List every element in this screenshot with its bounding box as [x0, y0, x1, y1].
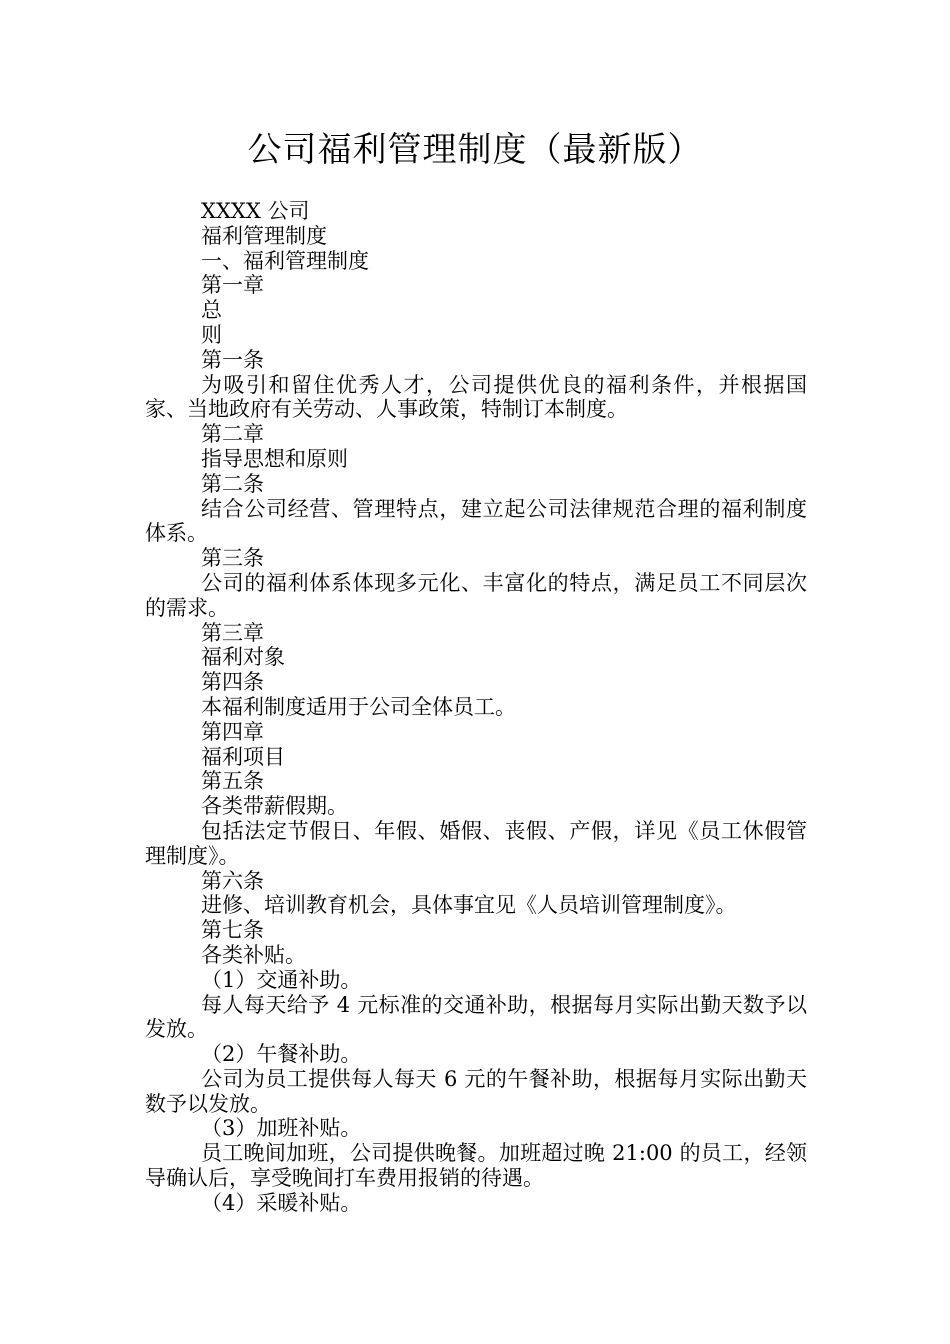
article-heading: 第四条: [201, 670, 264, 695]
subitem-heading: （3）加班补贴。: [201, 1116, 362, 1141]
chapter-title-part: 总: [201, 298, 222, 323]
article-text: 包括法定节假日、年假、婚假、丧假、产假，详见《员工休假管理制度》。: [145, 818, 807, 868]
article-text: 为吸引和留住优秀人才，公司提供优良的福利条件，并根据国家、当地政府有关劳动、人事政策，特制订本制度。: [145, 372, 807, 422]
article-heading: 第七条: [201, 918, 264, 943]
document-title: 公司福利管理制度（最新版）: [247, 130, 703, 170]
chapter-title: 福利项目: [201, 744, 285, 769]
chapter-title: 指导思想和原则: [201, 446, 348, 471]
article-heading: 第一条: [201, 347, 264, 372]
article-text: 本福利制度适用于公司全体员工。: [201, 694, 516, 719]
chapter-title: 福利对象: [201, 645, 285, 670]
article-text: 各类带薪假期。: [201, 794, 348, 819]
document-body: [145, 199, 807, 1216]
subitem-heading: （1）交通补助。: [201, 967, 362, 992]
article-text: 各类补贴。: [201, 942, 306, 967]
subitem-text: 员工晚间加班，公司提供晚餐。加班超过晚 21:00 的员工，经领导确认后，享受晚间打车费用报销的待遇。: [145, 1141, 807, 1191]
chapter-title-part: 则: [201, 322, 222, 347]
chapter-heading: 第三章: [201, 620, 264, 645]
subitem-heading: （2）午餐补助。: [201, 1042, 362, 1067]
article-heading: 第六条: [201, 868, 264, 893]
article-heading: 第五条: [201, 769, 264, 794]
article-heading: 第三条: [201, 546, 264, 571]
subitem-heading: （4）采暖补贴。: [201, 1190, 362, 1215]
article-text: 公司的福利体系体现多元化、丰富化的特点，满足员工不同层次的需求。: [145, 570, 807, 620]
article-text: 进修、培训教育机会，具体事宜见《人员培训管理制度》。: [201, 893, 737, 918]
article-text: 结合公司经营、管理特点，建立起公司法律规范合理的福利制度体系。: [145, 496, 807, 546]
subitem-text: 每人每天给予 4 元标准的交通补助，根据每月实际出勤天数予以发放。: [145, 992, 807, 1042]
chapter-heading: 第四章: [201, 719, 264, 744]
section-heading: 一、福利管理制度: [201, 248, 369, 273]
article-heading: 第二条: [201, 471, 264, 496]
paragraph-subtitle: 福利管理制度: [201, 223, 327, 248]
chapter-heading: 第一章: [201, 273, 264, 298]
subitem-text: 公司为员工提供每人每天 6 元的午餐补助，根据每月实际出勤天数予以发放。: [145, 1066, 807, 1116]
chapter-heading: 第二章: [201, 422, 264, 447]
paragraph-company: XXXX 公司: [201, 199, 310, 223]
